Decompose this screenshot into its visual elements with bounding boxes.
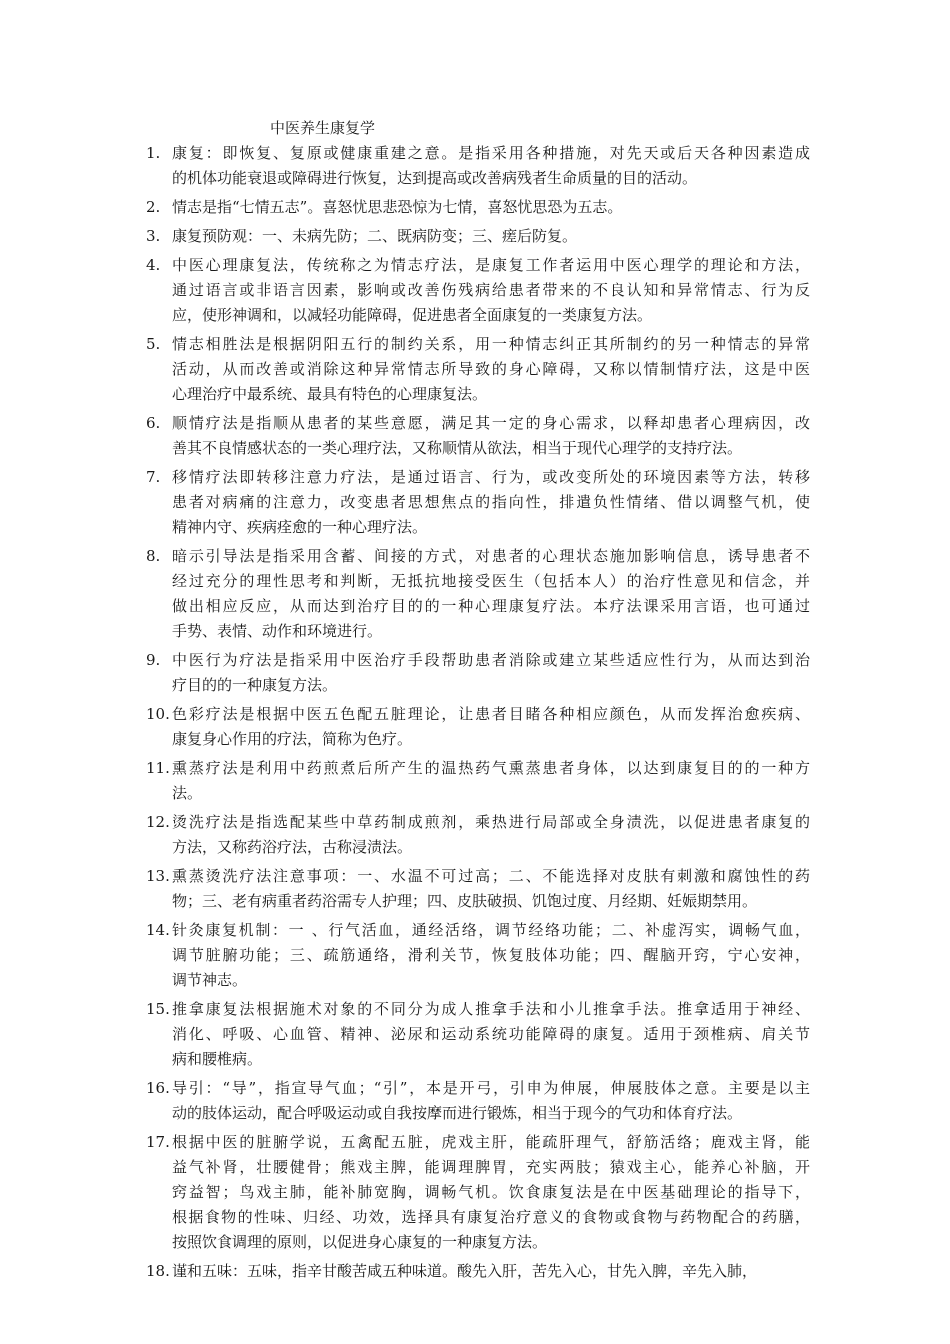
list-item-text-line: 熏蒸疗法是利用中药煎煮后所产生的温热药气熏蒸患者身体，以达到康复目的的一种方 — [172, 759, 810, 777]
list-item — [0, 648, 810, 698]
list-item-number: 7. — [146, 468, 161, 486]
list-item — [0, 141, 810, 191]
list-item-number: 16. — [146, 1079, 170, 1097]
list-item-text-line: 方法，又称药浴疗法，古称浸渍法。 — [172, 838, 413, 856]
list-item-text-line: 按照饮食调理的原则，以促进身心康复的一种康复方法。 — [172, 1233, 548, 1251]
list-item-text-line: 做出相应反应，从而达到治疗目的的一种心理康复疗法。本疗法课采用言语，也可通过 — [172, 597, 810, 615]
list-item-number: 15. — [146, 1000, 170, 1018]
list-item-text-line: 通过语言或非语言因素，影响或改善伤残病给患者带来的不良认知和异常情志、行为反 — [172, 281, 810, 299]
list-item-text-line: 烫洗疗法是指选配某些中草药制成煎剂，乘热进行局部或全身渍洗，以促进患者康复的 — [172, 813, 810, 831]
list-item-text-line: 中医心理康复法，传统称之为情志疗法，是康复工作者运用中医心理学的理论和方法， — [172, 256, 810, 274]
list-item-text-line: 活动，从而改善或消除这种异常情志所导致的身心障碍，又称以情制情疗法，这是中医 — [172, 360, 810, 378]
list-item-number: 17. — [146, 1133, 170, 1151]
list-item-text-line: 谨和五味：五味，指辛甘酸苦咸五种味道。酸先入肝，苦先入心，甘先入脾，辛先入肺， — [172, 1262, 758, 1280]
numbered-list — [0, 141, 950, 1288]
list-item-text-line: 窍益智；鸟戏主肺，能补肺宽胸，调畅气机。饮食康复法是在中医基础理论的指导下， — [172, 1183, 810, 1201]
list-item-number: 10. — [146, 705, 170, 723]
list-item-number: 5. — [146, 335, 161, 353]
list-item — [0, 332, 810, 407]
list-item-text-line: 益气补肾，壮腰健骨；熊戏主脾，能调理脾胃，充实两肢；猿戏主心，能养心补脑，开 — [172, 1158, 810, 1176]
list-item-number: 1. — [146, 144, 161, 162]
list-item-number: 2. — [146, 198, 161, 216]
list-item-text-line: 精神内守、疾病痊愈的一种心理疗法。 — [172, 518, 428, 536]
list-item-text-line: 康复：即恢复、复原或健康重建之意。是指采用各种措施，对先天或后天各种因素造成 — [172, 144, 810, 162]
list-item-text-line: 推拿康复法根据施术对象的不同分为成人推拿手法和小儿推拿手法。推拿适用于神经、 — [172, 1000, 810, 1018]
list-item — [0, 997, 810, 1072]
list-item — [0, 253, 810, 328]
list-item-text-line: 色彩疗法是根据中医五色配五脏理论，让患者目睹各种相应颜色，从而发挥治愈疾病、 — [172, 705, 810, 723]
list-item — [0, 1076, 810, 1126]
list-item-text-line: 动的肢体运动，配合呼吸运动或自我按摩而进行锻炼，相当于现今的气功和体育疗法。 — [172, 1104, 743, 1122]
list-item-number: 13. — [146, 867, 170, 885]
list-item-text-line: 暗示引导法是指采用含蓄、间接的方式，对患者的心理状态施加影响信息，诱导患者不 — [172, 547, 810, 565]
list-item-text-line: 调节脏腑功能；三、疏筋通络，滑利关节，恢复肢体功能；四、醒脑开窍，宁心安神， — [172, 946, 810, 964]
list-item-text-line: 经过充分的理性思考和判断，无抵抗地接受医生（包括本人）的治疗性意见和信念，并 — [172, 572, 810, 590]
list-item — [0, 465, 810, 540]
list-item-text-line: 善其不良情感状态的一类心理疗法，又称顺情从欲法，相当于现代心理学的支持疗法。 — [172, 439, 743, 457]
list-item — [0, 918, 810, 993]
list-item-text-line: 中医行为疗法是指采用中医治疗手段帮助患者消除或建立某些适应性行为，从而达到治 — [172, 651, 810, 669]
list-item-text-line: 情志是指“七情五志”。喜怒忧思悲恐惊为七情，喜怒忧思恐为五志。 — [172, 198, 623, 216]
list-item — [0, 1130, 810, 1255]
list-item-number: 11. — [146, 759, 170, 777]
list-item-text-line: 病和腰椎病。 — [172, 1050, 263, 1068]
list-item — [0, 810, 810, 860]
list-item-text-line: 康复身心作用的疗法，简称为色疗。 — [172, 730, 413, 748]
list-item — [0, 544, 810, 644]
list-item — [0, 864, 810, 914]
list-item-number: 9. — [146, 651, 161, 669]
list-item-text-line: 移情疗法即转移注意力疗法，是通过语言、行为，或改变所处的环境因素等方法，转移 — [172, 468, 810, 486]
list-item-text-line: 应，使形神调和，以减轻功能障碍，促进患者全面康复的一类康复方法。 — [172, 306, 653, 324]
list-item-number: 4. — [146, 256, 161, 274]
list-item-text-line: 康复预防观：一、未病先防；二、既病防变；三、瘥后防复。 — [172, 227, 578, 245]
list-item-text-line: 患者对病痛的注意力，改变患者思想焦点的指向性，排遣负性情绪、借以调整气机，使 — [172, 493, 810, 511]
list-item — [0, 195, 810, 220]
list-item-text-line: 熏蒸烫洗疗法注意事项：一、水温不可过高；二、不能选择对皮肤有刺激和腐蚀性的药 — [172, 867, 810, 885]
list-item-text-line: 根据中医的脏腑学说，五禽配五脏，虎戏主肝，能疏肝理气，舒筋活络；鹿戏主肾，能 — [172, 1133, 810, 1151]
list-item — [0, 224, 810, 249]
list-item-text-line: 情志相胜法是根据阴阳五行的制约关系，用一种情志纠正其所制约的另一种情志的异常 — [172, 335, 810, 353]
list-item-text-line: 手势、表情、动作和环境进行。 — [172, 622, 383, 640]
list-item-text-line: 根据食物的性味、归经、功效，选择具有康复治疗意义的食物或食物与药物配合的药膳， — [172, 1208, 810, 1226]
list-item-text-line: 消化、呼吸、心血管、精神、泌尿和运动系统功能障碍的康复。适用于颈椎病、肩关节 — [172, 1025, 810, 1043]
list-item — [0, 702, 810, 752]
list-item-text-line: 调节神志。 — [172, 971, 248, 989]
list-item-number: 8. — [146, 547, 161, 565]
list-item-text-line: 导引：“导”，指宣导气血；“引”，本是开弓，引申为伸展，伸展肢体之意。主要是以主 — [172, 1079, 810, 1097]
list-item — [0, 756, 810, 806]
list-item-number: 14. — [146, 921, 170, 939]
document-title: 中医养生康复学 — [270, 119, 376, 137]
list-item — [0, 1259, 810, 1284]
list-item-text-line: 物；三、老有病重者药浴需专人护理；四、皮肤破损、饥饱过度、月经期、妊娠期禁用。 — [172, 892, 758, 910]
list-item-text-line: 的机体功能衰退或障碍进行恢复，达到提高或改善病残者生命质量的目的活动。 — [172, 169, 698, 187]
list-item-number: 18. — [146, 1262, 170, 1280]
list-item-text-line: 顺情疗法是指顺从患者的某些意愿，满足其一定的身心需求，以释却患者心理病因，改 — [172, 414, 810, 432]
list-item-text-line: 疗目的的一种康复方法。 — [172, 676, 338, 694]
list-item-text-line: 法。 — [172, 784, 203, 802]
list-item-number: 6. — [146, 414, 161, 432]
list-item-number: 3. — [146, 227, 161, 245]
list-item — [0, 411, 810, 461]
list-item-text-line: 针灸康复机制：一 、行气活血，通经活络，调节经络功能；二、补虚泻实，调畅气血， — [172, 921, 810, 939]
list-item-text-line: 心理治疗中最系统、最具有特色的心理康复法。 — [172, 385, 488, 403]
list-item-number: 12. — [146, 813, 170, 831]
